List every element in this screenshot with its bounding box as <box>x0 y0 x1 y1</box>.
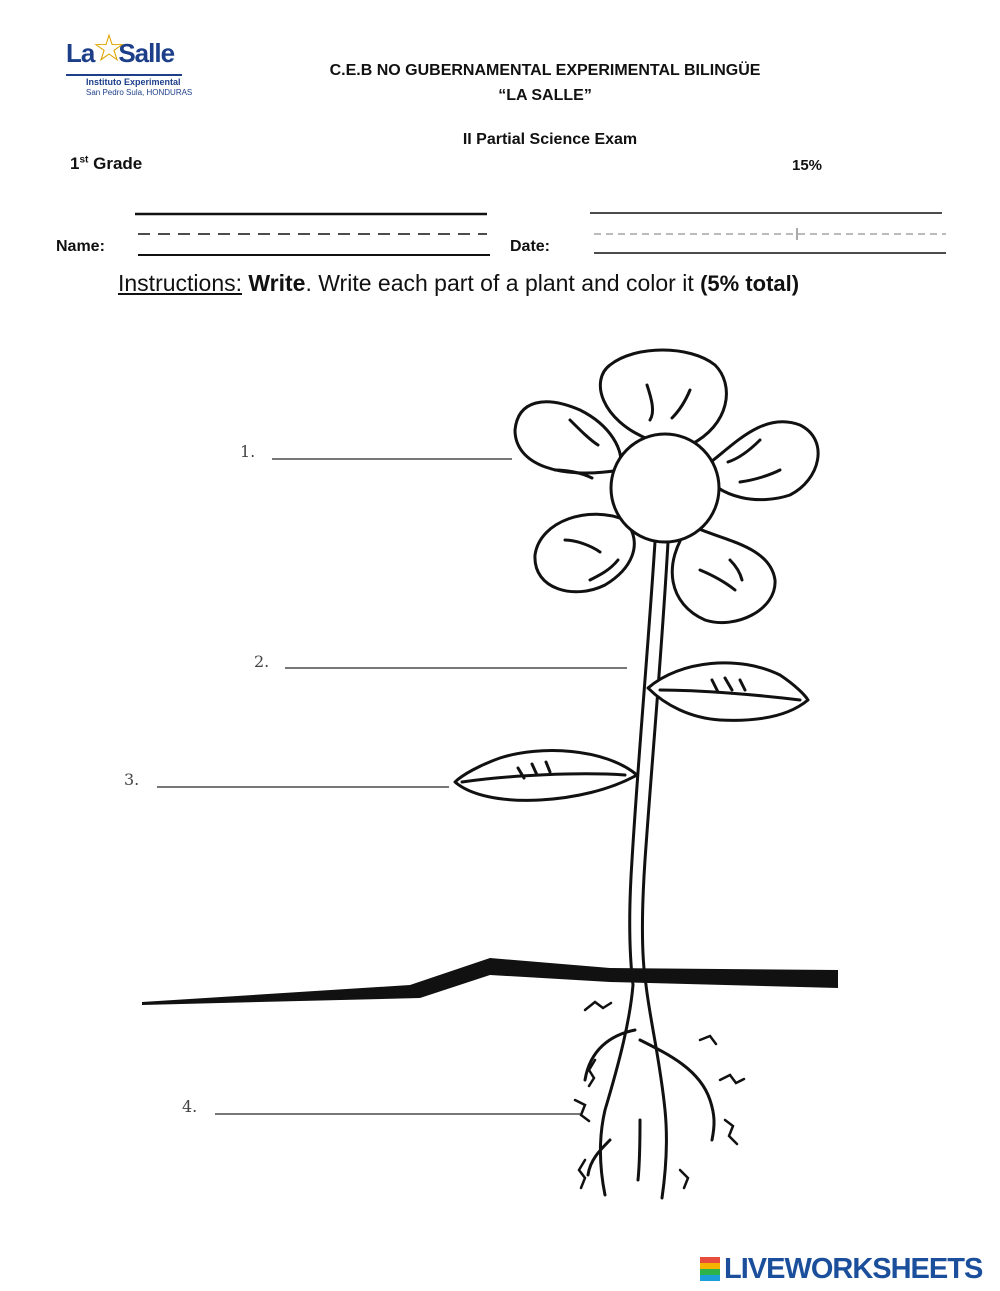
name-label: Name: <box>56 238 105 255</box>
logo-subtitle: Instituto Experimental <box>86 77 181 87</box>
grade-word: Grade <box>93 154 143 173</box>
flower-center <box>611 434 719 542</box>
flower-petal <box>600 350 726 445</box>
plant-root <box>640 1040 714 1140</box>
footer-brand <box>700 1254 982 1284</box>
flower-petal <box>515 402 621 473</box>
plant-stem <box>642 542 668 985</box>
logo-text-la: La <box>66 38 95 68</box>
grade-suffix: st <box>79 154 89 166</box>
logo-location: San Pedro Sula, HONDURAS <box>86 88 193 97</box>
instructions-label: Instructions: <box>118 270 242 296</box>
instructions-verb: Write <box>248 270 306 296</box>
ground-line <box>142 958 838 1005</box>
plant-root <box>585 1030 635 1080</box>
instructions-weight: (5% total) <box>700 271 800 296</box>
exam-title: II Partial Science Exam <box>462 131 638 148</box>
instructions-text: . Write each part of a plant and color it <box>305 270 701 296</box>
answer-number-1: 1. <box>240 442 256 461</box>
school-name-line1: C.E.B NO GUBERNAMENTAL EXPERIMENTAL BILINGÜE <box>329 62 761 79</box>
star-icon: ☆ <box>92 28 127 70</box>
flower-petal <box>672 525 775 623</box>
flower-petal <box>535 514 634 592</box>
school-name-line2: “LA SALLE” <box>498 87 592 104</box>
plant-root <box>646 985 666 1198</box>
liveworksheets-logo-text: LIVEWORKSHEETS <box>724 1252 983 1285</box>
date-label: Date: <box>510 238 551 255</box>
answer-number-3: 3. <box>124 770 140 789</box>
liveworksheets-badge-icon <box>700 1257 720 1281</box>
answer-number-2: 2. <box>254 652 270 671</box>
logo-text-salle: Salle <box>118 38 175 68</box>
answer-number-4: 4. <box>182 1097 198 1116</box>
exam-percentage: 15% <box>792 157 823 174</box>
grade-number: 1 <box>70 154 80 173</box>
plant-root <box>600 985 633 1195</box>
